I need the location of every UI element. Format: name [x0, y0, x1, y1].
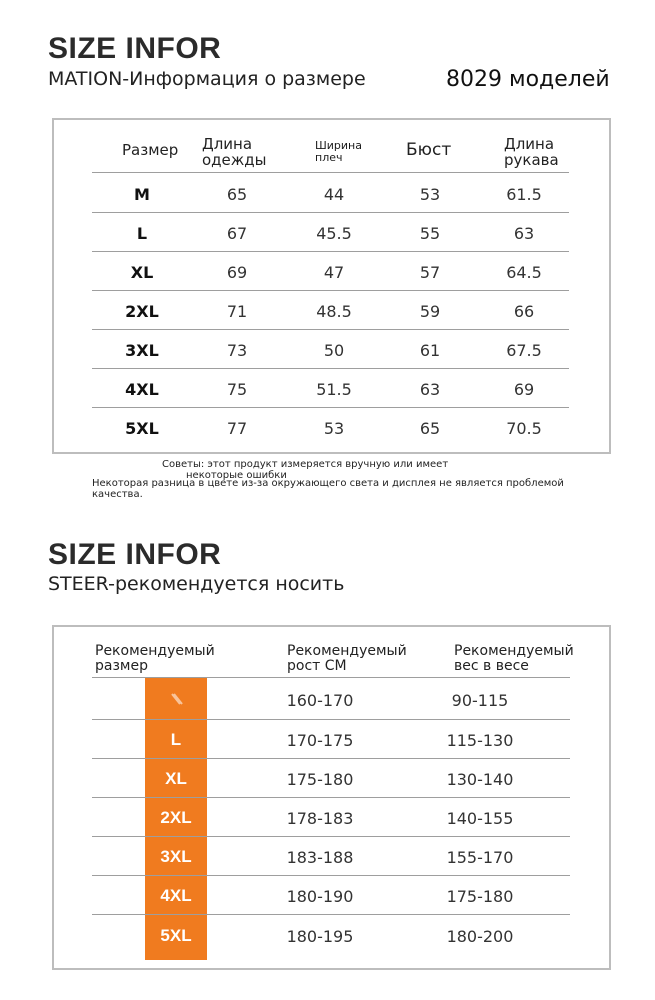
shoulder-cell: 51.5 — [316, 380, 352, 399]
divider — [92, 677, 570, 678]
header-rec-size-line2: размер — [95, 658, 148, 674]
bust-cell: 59 — [419, 302, 441, 321]
header-bust: Бюст — [406, 140, 452, 160]
shoulder-cell: 44 — [323, 185, 345, 204]
table-row — [92, 293, 569, 329]
sleeve-cell: 63 — [513, 224, 535, 243]
bust-cell: 57 — [419, 263, 441, 282]
size-cell: L — [170, 730, 182, 749]
table-row — [92, 410, 569, 446]
size-m-mark — [166, 690, 186, 710]
size-cell: 4XL — [125, 380, 159, 399]
divider — [92, 212, 569, 213]
sleeve-cell: 66 — [513, 302, 535, 321]
bust-cell: 61 — [419, 341, 441, 360]
weight-cell: 140-155 — [446, 809, 514, 828]
header-shoulder — [315, 140, 362, 164]
table-row — [92, 876, 570, 914]
length-cell: 69 — [226, 263, 248, 282]
length-cell: 73 — [226, 341, 248, 360]
table-row — [92, 837, 570, 875]
table-row — [92, 254, 569, 290]
shoulder-cell: 45.5 — [316, 224, 352, 243]
header-size: Размер — [122, 141, 179, 159]
weight-cell: 180-200 — [446, 927, 514, 946]
weight-cell: 175-180 — [446, 887, 514, 906]
size-cell: L — [136, 224, 148, 243]
length-cell: 65 — [226, 185, 248, 204]
size-cell: 5XL — [160, 926, 192, 945]
size-cell: 2XL — [160, 808, 192, 827]
shoulder-cell: 47 — [323, 263, 345, 282]
bust-cell: 63 — [419, 380, 441, 399]
size-cell: 3XL — [125, 341, 159, 360]
header-length-line2: одежды — [202, 151, 267, 169]
shoulder-cell: 53 — [323, 419, 345, 438]
size-cell: XL — [130, 263, 154, 282]
length-cell: 71 — [226, 302, 248, 321]
header-sleeve-line2: рукава — [504, 151, 559, 169]
bust-cell: 55 — [419, 224, 441, 243]
height-cell: 180-190 — [286, 887, 354, 906]
header-length-line1: Длина — [202, 135, 253, 153]
shoulder-cell: 50 — [323, 341, 345, 360]
note-line1: Советы: этот продукт измеряется вручную или имеет — [162, 459, 449, 470]
header-shoulder-line2: плеч — [315, 151, 343, 164]
divider — [92, 172, 569, 173]
divider — [92, 368, 569, 369]
header-length — [202, 136, 267, 168]
header-shoulder-line1: Ширина — [315, 139, 362, 152]
header-rec-weight — [454, 644, 574, 674]
table-row — [92, 176, 569, 212]
header-rec-height — [287, 644, 407, 674]
table-row — [92, 759, 570, 797]
length-cell: 75 — [226, 380, 248, 399]
header-rec-weight-line1: Рекомендуемый — [454, 643, 574, 659]
sleeve-cell: 69 — [513, 380, 535, 399]
size-cell: 3XL — [160, 847, 192, 866]
header-sleeve — [504, 136, 559, 168]
sleeve-cell: 64.5 — [506, 263, 542, 282]
size-cell: 4XL — [160, 886, 192, 905]
length-cell: 67 — [226, 224, 248, 243]
table-row — [92, 332, 569, 368]
height-cell: 183-188 — [286, 848, 354, 867]
models-count: 8029 моделей — [446, 67, 610, 92]
note-line3: Некоторая разница в цвете из-за окружающего света и дисплея не является проблемой — [92, 478, 564, 489]
weight-cell: 90-115 — [451, 691, 509, 710]
section1-subtitle: MATION-Информация о размере — [48, 68, 366, 90]
table-row — [92, 680, 570, 718]
header-rec-height-line2: рост CM — [287, 658, 347, 674]
table-row — [92, 371, 569, 407]
header-rec-size-line1: Рекомендуемый — [95, 643, 215, 659]
size-cell: XL — [165, 769, 187, 788]
divider — [92, 407, 569, 408]
note-line2: некоторые ошибки — [186, 470, 287, 481]
table-row — [92, 720, 570, 758]
table-row — [92, 798, 570, 836]
sleeve-cell: 70.5 — [506, 419, 542, 438]
table-row — [92, 215, 569, 251]
shoulder-cell: 48.5 — [316, 302, 352, 321]
header-sleeve-line1: Длина — [504, 135, 555, 153]
length-cell: 77 — [226, 419, 248, 438]
header-rec-weight-line2: вес в весе — [454, 658, 529, 674]
weight-cell: 155-170 — [446, 848, 514, 867]
weight-cell: 130-140 — [446, 770, 514, 789]
section2-title: SIZE INFOR — [48, 538, 222, 571]
size-cell: 2XL — [125, 302, 159, 321]
section1-title: SIZE INFOR — [48, 32, 222, 65]
size-cell: 5XL — [125, 419, 159, 438]
sleeve-cell: 61.5 — [506, 185, 542, 204]
height-cell: 175-180 — [286, 770, 354, 789]
note-line4: качества. — [92, 489, 143, 500]
sleeve-cell: 67.5 — [506, 341, 542, 360]
height-cell: 178-183 — [286, 809, 354, 828]
size-cell: M — [134, 185, 150, 204]
section2-subtitle: STEER-рекомендуется носить — [48, 573, 345, 595]
divider — [92, 290, 569, 291]
height-cell: 160-170 — [286, 691, 354, 710]
divider — [92, 251, 569, 252]
bust-cell: 53 — [419, 185, 441, 204]
weight-cell: 115-130 — [446, 731, 514, 750]
divider — [92, 329, 569, 330]
table-row — [92, 915, 570, 955]
bust-cell: 65 — [419, 419, 441, 438]
header-rec-height-line1: Рекомендуемый — [287, 643, 407, 659]
height-cell: 170-175 — [286, 731, 354, 750]
header-rec-size — [95, 644, 215, 674]
height-cell: 180-195 — [286, 927, 354, 946]
size-cell — [145, 690, 207, 710]
